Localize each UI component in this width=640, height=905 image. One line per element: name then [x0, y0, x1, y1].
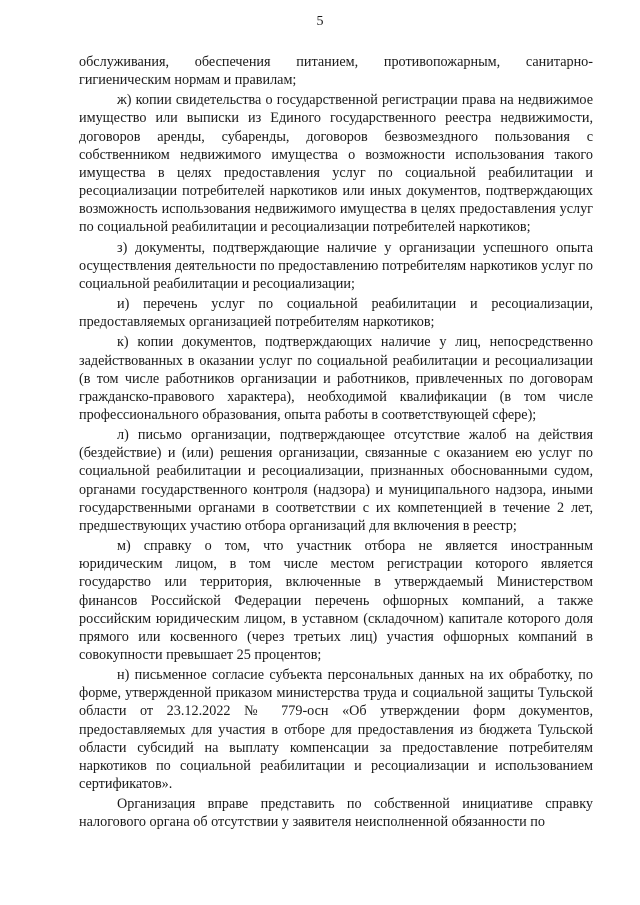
paragraph-closing: Организация вправе представить по собственной инициативе справку налогового органа об отсутствии у заявителя неисполненной обязанности по [79, 796, 593, 831]
page-number: 5 [316, 14, 324, 29]
paragraph-continuation: обслуживания, обеспечения питанием, противопожарным, санитарно-гигиеническим нормам и правилам; [79, 54, 593, 89]
paragraph-item-k: к) копии документов, подтверждающих наличие у лиц, непосредственно задействованных в оказании услуг по социальной реабилитации и ресоциализации (в том числе работников организации и работников, привлеченных по договорам гражданско-правового характера), необходимой квалификации (в том числе профессионального образования, опыта работы в соответствующей сфере); [79, 334, 593, 423]
paragraph-item-m: м) справку о том, что участник отбора не является иностранным юридическим лицом, в том числе местом регистрации которого является государство или территория, включенные в утверждаемый Министерством финансов Российской Федерации перечень офшорных компаний, а также российским юридическим лицом, в уставном (складочном) капитале которого доля прямого или косвенного (через третьих лиц) участия офшорных компаний в совокупности превышает 25 процентов; [79, 538, 593, 663]
paragraph-item-i: и) перечень услуг по социальной реабилитации и ресоциализации, предоставляемых организацией потребителям наркотиков; [79, 296, 593, 331]
document-body [79, 53, 593, 834]
paragraph-item-n: н) письменное согласие субъекта персональных данных на их обработку, по форме, утвержденной приказом министерства труда и социальной защиты Тульской области от 23.12.2022 № 779-осн «Об утверждении форм документов, предоставляемых для участия в отборе для предоставления из бюджета Тульской области субсидий на выплату компенсации за предоставление потребителям наркотиков по социальной реабилитации и ресоциализации и использованием сертификатов». [79, 667, 593, 793]
paragraph-item-l: л) письмо организации, подтверждающее отсутствие жалоб на действия (бездействие) и (или) решения организации, связанные с оказанием ею услуг по социальной реабилитации и ресоциализации, признанных обоснованными судом, органами государственного контроля (надзора) и муниципального надзора, иными государственными органами в соответствии с их компетенцией в течение 2 лет, предшествующих участию отбора организаций для включения в реестр; [79, 427, 593, 534]
paragraph-item-zh: ж) копии свидетельства о государственной регистрации права на недвижимое имущество или выписки из Единого государственного реестра недвижимости, договоров аренды, субаренды, договоров безвозмездного пользования с собственником недвижимого имущества о возможности использования такого имущества в целях предоставления услуг по социальной реабилитации и ресоциализации потребителей наркотиков или иных документов, подтверждающих возможность использования недвижимого имущества в целях предоставления услуг по социальной реабилитации и ресоциализации потребителей наркотиков; [79, 92, 593, 236]
paragraph-item-z: з) документы, подтверждающие наличие у организации успешного опыта осуществления деятельности по предоставлению потребителям наркотиков услуг по социальной реабилитации и ресоциализации; [79, 239, 593, 292]
